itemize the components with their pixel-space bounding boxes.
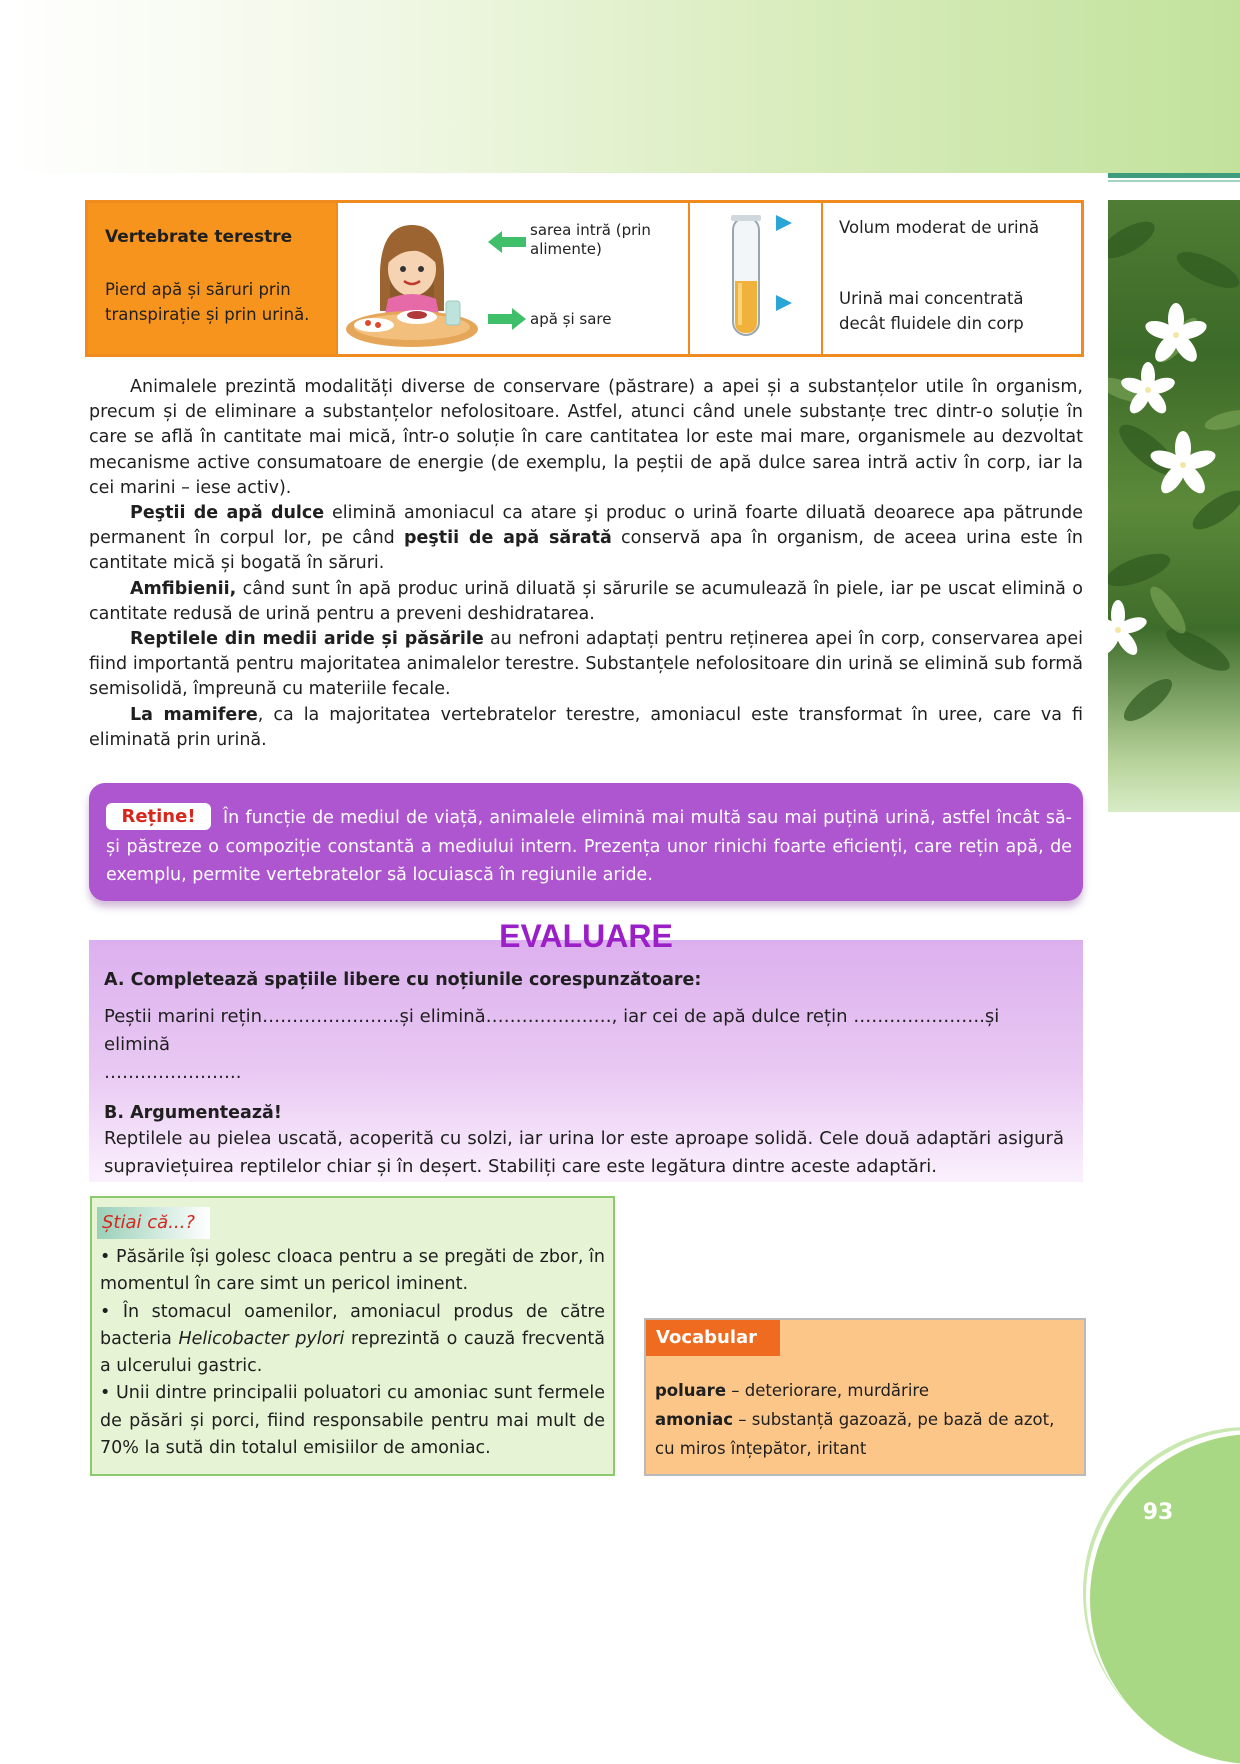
exercise-a-line: Peștii marini rețin…………………..și elimină…………………, iar cei de apă dulce rețin ………………….și elimină xyxy=(104,1006,1000,1055)
retine-text: În funcție de mediul de viață, animalele elimină mai multă sau mai puțină urină, astfel încât să-și păstreze o compoziție constantă a mediului intern. Prezența unor rinichi foarte eficienți, care rețin apă, de exemplu, permite vertebratelor să locuiască în regiunile aride. xyxy=(106,808,1072,885)
arrow-right-icon xyxy=(488,308,526,330)
urine-volume-label: Volum moderat de urină xyxy=(839,218,1040,237)
intake-salt-label: sarea intră (prin alimente) xyxy=(530,221,651,258)
header-band xyxy=(0,0,1240,173)
retine-badge: Reține! xyxy=(106,803,211,830)
output-cell xyxy=(821,203,1081,354)
page-number: 93 xyxy=(1142,1500,1174,1525)
stiai-text xyxy=(100,1244,605,1462)
jasmine-flowers-photo xyxy=(1108,200,1240,812)
vocab-entry: poluare – deteriorare, murdărire xyxy=(655,1381,929,1400)
header-stripe xyxy=(1108,173,1240,178)
test-tube-cell xyxy=(688,203,821,354)
header-stripe-light xyxy=(1108,180,1240,182)
exercise-a-line: ………………….. xyxy=(104,1062,242,1083)
paragraph: Peştii de apă dulce elimină amoniacul ca atare şi produc o urină foarte diluată deoarece apa pătrunde permanent în corpul lor, pe când peştii de apă sărată conservă apa în organism, de aceea urina este în cantitate mică și bogată în săruri. xyxy=(89,503,1083,574)
body-text xyxy=(89,375,1083,753)
intake-cell xyxy=(336,203,688,354)
page-corner-shape xyxy=(1090,1434,1240,1764)
fact-item: • Păsările își golesc cloaca pentru a se pregăti de zbor, în momentul în care simt un pericol iminent. xyxy=(100,1247,605,1295)
test-tube-icon xyxy=(728,213,768,343)
intake-water-label: apă și sare xyxy=(530,310,612,328)
arrow-in-icon xyxy=(488,231,526,253)
evaluare-content xyxy=(104,970,1064,1181)
vocabular-title: Vocabular xyxy=(646,1320,780,1356)
paragraph: Animalele prezintă modalități diverse de conservare (păstrare) a apei și a substanțelor utile în organism, precum și de eliminare a substanțelor nefolositoare. Astfel, atunci când unele substanțe trec dintr-o soluție în care se află în cantitate mai mică, într-o soluție în care cantitatea lor este mai mare, organismele au dezvoltat mecanisme active consumatoare de energie (de exemplu, la peștii de apă dulce sarea intră activ în corp, iar la cei marini – iese activ). xyxy=(89,377,1083,498)
excretion-table-row xyxy=(85,200,1084,357)
group-cell xyxy=(88,203,336,354)
paragraph: Amfibienii, când sunt în apă produc urină diluată și sărurile se acumulează în piele, iar pe uscat elimină o cantitate redusă de urină pentru a preveni deshidratarea. xyxy=(89,578,1083,624)
exercise-b-text: Reptilele au pielea uscată, acoperită cu solzi, iar urina lor este aproape solidă. Cele două adaptări asigură supraviețuirea reptilelor chiar și în deșert. Stabiliți care este legătura dintre aceste adaptări. xyxy=(104,1128,1064,1177)
evaluare-title: EVALUARE xyxy=(499,918,673,954)
urine-concentration-label: Urină mai concentrată decât fluidele din corp xyxy=(839,289,1024,333)
girl-eating-illustration xyxy=(342,211,482,351)
group-title: Vertebrate terestre xyxy=(105,227,293,247)
exercise-a-heading: A. Completează spațiile libere cu noțiunile corespunzătoare: xyxy=(104,970,702,990)
fact-item: • Unii dintre principalii poluatori cu amoniac sunt fermele de păsări și porci, fiind responsabile pentru mai mult de 70% la sută din totalul emisiilor de amoniac. xyxy=(100,1383,605,1459)
paragraph: La mamifere, ca la majoritatea vertebratelor terestre, amoniacul este transformat în uree, care va fi eliminată prin urină. xyxy=(89,704,1083,750)
group-description: Pierd apă și săruri prin transpirație și prin urină. xyxy=(105,280,310,324)
stiai-title: Știai că...? xyxy=(97,1207,210,1239)
pointer-arrow-icon xyxy=(776,215,792,231)
paragraph: Reptilele din medii aride și păsările au nefroni adaptați pentru reținerea apei în corp, conservarea apei fiind importantă pentru majoritatea animalelor terestre. Substanțele nefolositoare din urină se elimină sub formă semisolidă, împreună cu materiile fecale. xyxy=(89,629,1083,700)
vocabular-text xyxy=(655,1376,1075,1463)
exercise-b-heading: B. Argumentează! xyxy=(104,1103,282,1123)
pointer-arrow-icon xyxy=(776,295,792,311)
vocab-entry: amoniac – substanță gazoază, pe bază de azot, cu miros înțepător, iritant xyxy=(655,1410,1055,1458)
fact-item: • În stomacul oamenilor, amoniacul produs de către bacteria Helicobacter pylori reprezintă o cauză frecventă a ulcerului gastric. xyxy=(100,1301,605,1377)
